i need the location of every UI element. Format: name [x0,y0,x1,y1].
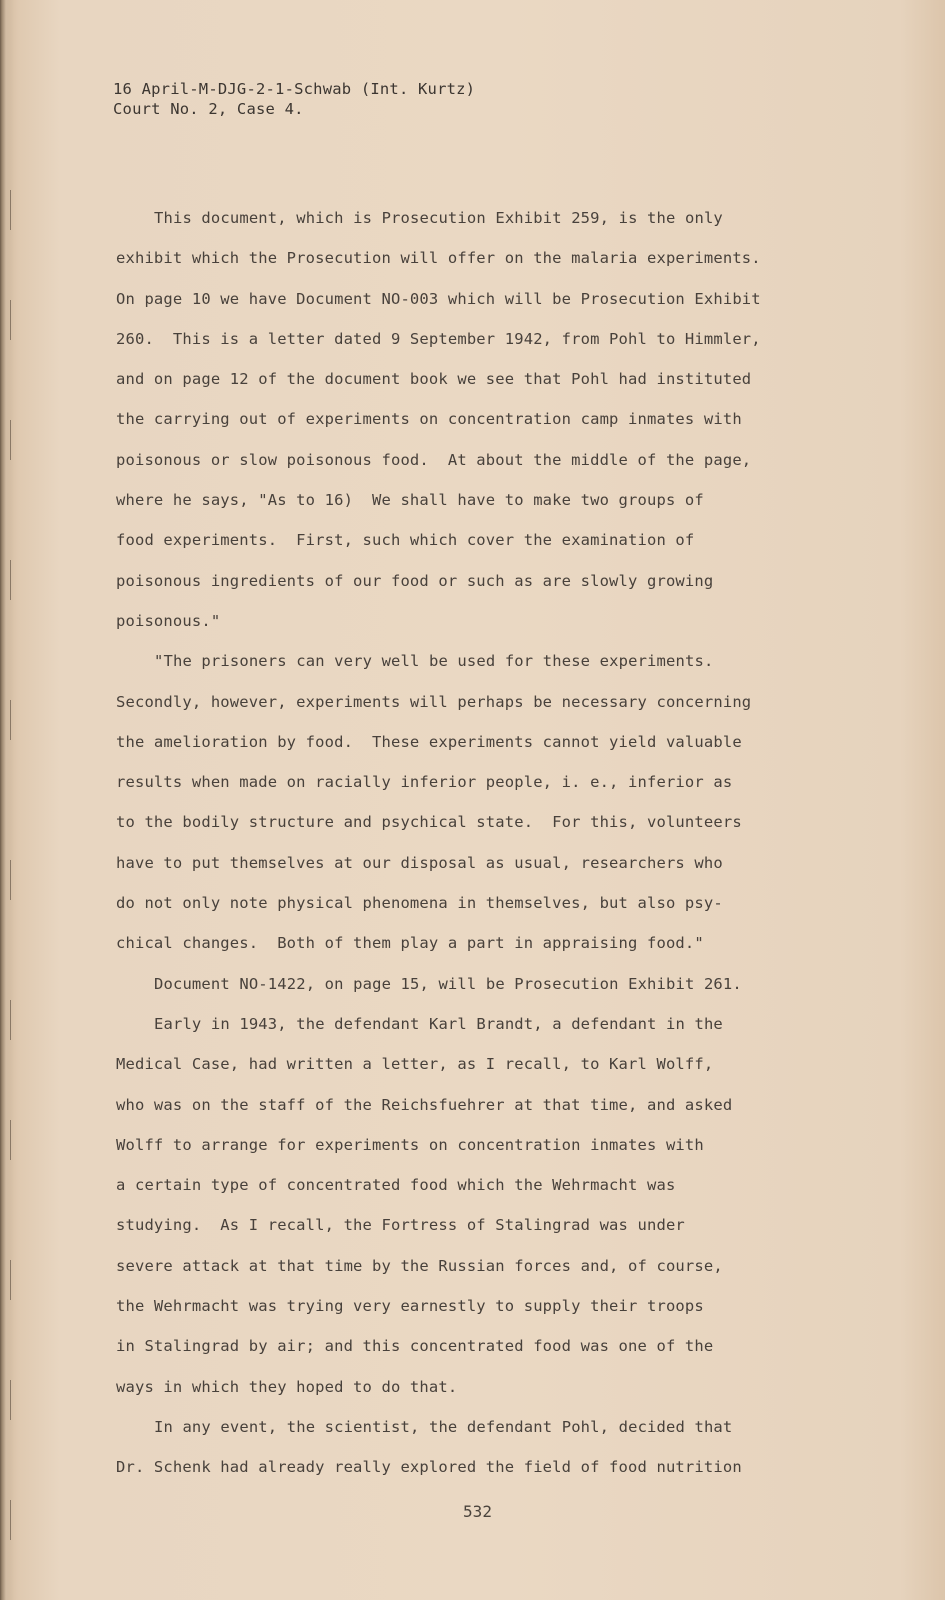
text-line: to the bodily structure and psychical state. For this, volunteers [116,813,742,832]
spine-mark [10,700,11,740]
text-line: Early in 1943, the defendant Karl Brandt, a defendant in the [154,1014,723,1033]
text-line: do not only note physical phenomena in themselves, but also psy- [116,894,723,913]
text-line: Document NO-1422, on page 15, will be Prosecution Exhibit 261. [154,974,742,993]
text-line: results when made on racially inferior people, i. e., inferior as [116,773,733,792]
body-text [116,198,816,1488]
text-line: "The prisoners can very well be used for these experiments. [154,652,714,671]
text-line: studying. As I recall, the Fortress of Stalingrad was under [116,1216,685,1235]
spine-mark [10,560,11,600]
text-line: the carrying out of experiments on concentration camp inmates with [116,410,742,429]
text-line: exhibit which the Prosecution will offer on the malaria experiments. [116,249,761,268]
spine-mark [10,300,11,340]
text-line: severe attack at that time by the Russian forces and, of course, [116,1256,723,1275]
text-line: the Wehrmacht was trying very earnestly to supply their troops [116,1297,704,1316]
text-line: In any event, the scientist, the defendant Pohl, decided that [154,1417,733,1436]
header-line-1: 16 April-M-DJG-2-1-Schwab (Int. Kurtz) [113,80,476,98]
text-line: food experiments. First, such which cover the examination of [116,531,695,550]
spine-mark [10,1120,11,1160]
page-number: 532 [463,1502,492,1521]
text-line: and on page 12 of the document book we see that Pohl had instituted [116,370,752,389]
text-line: where he says, "As to 16) We shall have to make two groups of [116,491,704,510]
text-line: poisonous ingredients of our food or such as are slowly growing [116,571,714,590]
spine-mark [10,190,11,230]
text-line: a certain type of concentrated food which the Wehrmacht was [116,1176,676,1195]
spine-mark [10,1260,11,1300]
text-line: Medical Case, had written a letter, as I recall, to Karl Wolff, [116,1055,714,1074]
page-header [113,79,475,119]
spine-mark [10,1500,11,1540]
text-line: the amelioration by food. These experiments cannot yield valuable [116,732,742,751]
spine-mark [10,420,11,460]
text-line: in Stalingrad by air; and this concentrated food was one of the [116,1337,714,1356]
spine-mark [10,1380,11,1420]
text-line: Secondly, however, experiments will perhaps be necessary concerning [116,692,752,711]
spine-mark [10,1000,11,1040]
text-line: Dr. Schenk had already really explored the field of food nutrition [116,1458,742,1477]
text-line: poisonous." [116,611,221,630]
text-line: This document, which is Prosecution Exhibit 259, is the only [154,209,723,227]
text-line: poisonous or slow poisonous food. At about the middle of the page, [116,450,752,469]
text-line: On page 10 we have Document NO-003 which will be Prosecution Exhibit [116,289,761,308]
spine-mark [10,860,11,900]
text-line: Wolff to arrange for experiments on concentration inmates with [116,1135,704,1154]
text-line: ways in which they hoped to do that. [116,1377,458,1396]
text-line: chical changes. Both of them play a part in appraising food." [116,934,704,953]
text-line: 260. This is a letter dated 9 September 1942, from Pohl to Himmler, [116,329,761,348]
text-line: who was on the staff of the Reichsfuehrer at that time, and asked [116,1095,733,1114]
text-line: have to put themselves at our disposal as usual, researchers who [116,853,723,872]
page-left-edge [0,0,14,1600]
header-line-2: Court No. 2, Case 4. [113,100,304,118]
